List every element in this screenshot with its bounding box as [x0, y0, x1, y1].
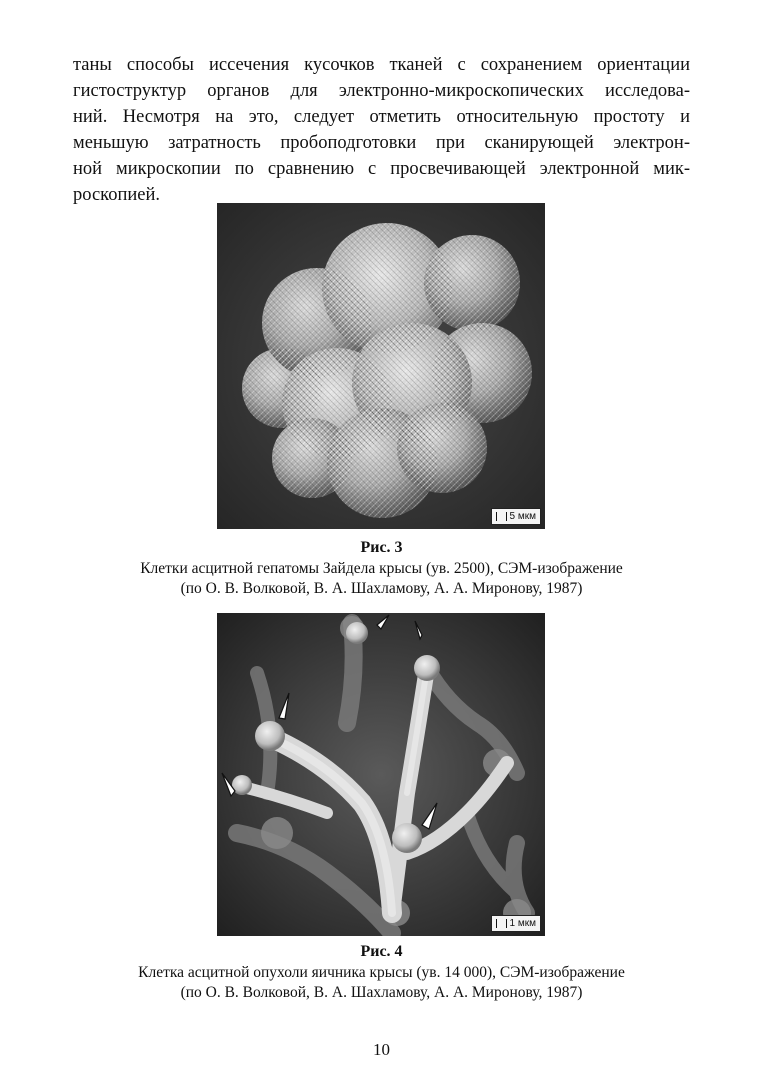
- sem-image-hepatoma-cells: [217, 203, 545, 529]
- scale-bar: [491, 915, 541, 932]
- figure-label: Рис. 3: [360, 539, 403, 556]
- figure-3-caption: [60, 537, 703, 599]
- caption-line: Клетки асцитной гепатомы Зайдела крысы (ув. 2500), СЭМ-изображение: [140, 560, 623, 577]
- figure-4-sem-image: [217, 613, 545, 936]
- figure-label: Рис. 4: [360, 943, 403, 960]
- caption-line: (по О. В. Волковой, В. А. Шахламову, А. А. Миронову, 1987): [180, 580, 583, 597]
- caption-line: Клетка асцитной опухоли яичника крысы (ув. 14 000), СЭМ-изображение: [138, 964, 625, 981]
- figure-4-caption: [60, 941, 703, 1003]
- paragraph-line: ний. Несмотря на это, следует отметить относительную простоту и: [73, 107, 690, 127]
- body-paragraph: [73, 52, 690, 208]
- paragraph-line: меньшую затратность пробоподготовки при сканирующей электрон-: [73, 133, 690, 153]
- scale-bar-marker: [496, 919, 507, 928]
- scale-bar-label: 5 мкм: [509, 511, 536, 522]
- scale-bar: [491, 508, 541, 525]
- scale-bar-label: 1 мкм: [509, 918, 536, 929]
- paragraph-line: гистоструктур органов для электронно-микроскопических исследова-: [73, 81, 690, 101]
- paragraph-line: таны способы иссечения кусочков тканей с сохранением ориентации: [73, 55, 690, 75]
- paragraph-line: ной микроскопии по сравнению с просвечивающей электронной мик-: [73, 159, 690, 179]
- sem-image-ovarian-tumor-cell: [217, 613, 545, 936]
- caption-line: (по О. В. Волковой, В. А. Шахламову, А. А. Миронову, 1987): [180, 984, 583, 1001]
- page-number: 10: [373, 1040, 390, 1059]
- paragraph-line: роскопией.: [73, 185, 161, 205]
- scale-bar-marker: [496, 512, 507, 521]
- figure-3-sem-image: [217, 203, 545, 529]
